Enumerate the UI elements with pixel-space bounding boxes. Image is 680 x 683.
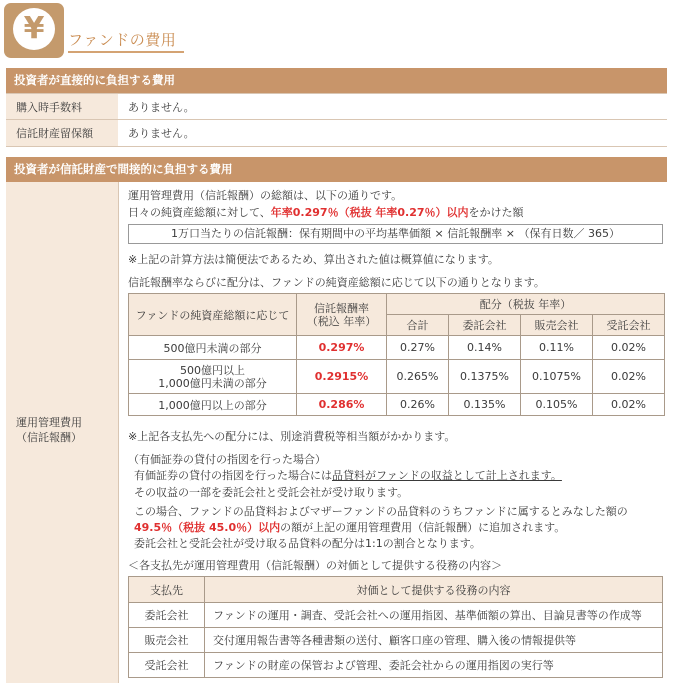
lending-heading: （有価証券の貸付の指図を行った場合） (128, 453, 326, 466)
note-approximation: ※上記の計算方法は簡便法であるため、算出された値は概算値になります。 (128, 253, 499, 266)
lending-post: の額が上記の運用管理費用（信託報酬）に追加されます。 (280, 521, 566, 534)
col-header-allocation: 配分（税抜 年率） (387, 294, 665, 315)
cell-assets: 500億円未満の部分 (129, 336, 297, 360)
section-heading-indirect: 投資者が信託財産で間接的に負担する費用 (6, 157, 667, 182)
cell-assets (129, 360, 297, 394)
cell-assets: 1,000億円以上の部分 (129, 394, 297, 416)
cell-total: 0.26% (387, 394, 449, 416)
col-header-mgmt: 委託会社 (449, 315, 521, 336)
services-table (128, 576, 663, 678)
cell-trust: 0.02% (593, 336, 665, 360)
cell-mgmt: 0.135% (449, 394, 521, 416)
cell-payee: 委託会社 (129, 603, 205, 628)
lending-underlined: 品貸料がファンドの収益として計上されます。 (332, 469, 562, 482)
row-value: ありません。 (128, 127, 195, 140)
fee-formula-box: 1万口当たりの信託報酬：保有期間中の平均基準価額 × 信託報酬率 × （保有日数／ 365） (128, 224, 663, 244)
table-row (129, 394, 665, 416)
cell-service: ファンドの運用・調査、受託会社への運用指図、基準価額の算出、目論見書等の作成等 (205, 603, 663, 628)
section-heading-direct: 投資者が直接的に負担する費用 (6, 68, 667, 93)
cell-rate: 0.286% (297, 394, 387, 416)
cell-mgmt: 0.14% (449, 336, 521, 360)
cell-dist: 0.11% (521, 336, 593, 360)
assets-line1: 500億円以上 (180, 363, 245, 377)
title-underline (68, 51, 184, 53)
col-header-trust: 受託会社 (593, 315, 665, 336)
col-header-rate (297, 294, 387, 336)
row-label-management-fee (6, 182, 118, 683)
row-purchase-fee (6, 93, 667, 120)
cell-dist: 0.105% (521, 394, 593, 416)
row-value: ありません。 (128, 100, 195, 114)
label-line-2: （信託報酬） (16, 431, 82, 444)
cell-service: 交付運用報告書等各種書類の送付、顧客口座の管理、購入後の情報提供等 (205, 628, 663, 653)
divider (118, 182, 119, 683)
fee-rate-highlight: 年率0.297％（税抜 年率0.27％）以内 (270, 206, 469, 219)
lending-text-4 (134, 519, 565, 535)
lending-text-3: この場合、ファンドの品貸料およびマザーファンドの品貸料のうちファンドに属するとみなした額の (134, 505, 628, 518)
cell-payee: 販売会社 (129, 628, 205, 653)
lending-rate-highlight: 49.5％（税抜 45.0％）以内 (134, 521, 281, 534)
rate-header-line2: （税込 年率） (306, 314, 377, 328)
assets-line2: 1,000億円未満の部分 (158, 376, 267, 390)
intro-text-1: 運用管理費用（信託報酬）の総額は、以下の通りです。 (128, 189, 403, 202)
cell-total: 0.27% (387, 336, 449, 360)
table-intro: 信託報酬率ならびに配分は、ファンドの純資産総額に応じて以下の通りとなります。 (128, 276, 545, 289)
lending-text-5: 委託会社と受託会社が受け取る品貸料の配分は1:1の割合となります。 (134, 537, 481, 550)
note-consumption-tax: ※上記各支払先への配分には、別途消費税等相当額がかかります。 (128, 430, 456, 443)
col-header-total: 合計 (387, 315, 449, 336)
table-row (129, 653, 663, 678)
intro-pre: 日々の純資産総額に対して、 (128, 206, 271, 219)
cell-service: ファンドの財産の保管および管理、委託会社からの運用指図の実行等 (205, 653, 663, 678)
col-header-service: 対価として提供する役務の内容 (205, 577, 663, 603)
page-title: ファンドの費用 (68, 31, 177, 49)
cell-trust: 0.02% (593, 360, 665, 394)
cell-total: 0.265% (387, 360, 449, 394)
row-label: 購入時手数料 (6, 94, 118, 119)
yen-icon: ¥ (13, 8, 55, 50)
cell-rate: 0.2915% (297, 360, 387, 394)
rate-header-line1: 信託報酬率 (314, 301, 369, 315)
cell-mgmt: 0.1375% (449, 360, 521, 394)
cell-rate: 0.297% (297, 336, 387, 360)
row-trust-retention (6, 120, 667, 147)
col-header-payee: 支払先 (129, 577, 205, 603)
row-label: 信託財産留保額 (6, 120, 118, 146)
lending-text-2: その収益の一部を委託会社と受託会社が受け取ります。 (134, 486, 409, 499)
cell-dist: 0.1075% (521, 360, 593, 394)
label-text (16, 415, 82, 445)
page-header (4, 3, 674, 61)
table-row (129, 628, 663, 653)
table-row (129, 603, 663, 628)
table-row (129, 360, 665, 394)
intro-text-2 (128, 204, 524, 220)
fee-allocation-table (128, 293, 665, 416)
lending-text-1 (134, 467, 562, 483)
yen-icon-box (4, 3, 64, 58)
label-line-1: 運用管理費用 (16, 416, 82, 429)
cell-trust: 0.02% (593, 394, 665, 416)
services-title: ＜各支払先が運用管理費用（信託報酬）の対価として提供する役務の内容＞ (128, 559, 502, 572)
col-header-dist: 販売会社 (521, 315, 593, 336)
cell-payee: 受託会社 (129, 653, 205, 678)
lending-pre: 有価証券の貸付の指図を行った場合には (134, 469, 332, 482)
col-header-assets: ファンドの純資産総額に応じて (129, 294, 297, 336)
intro-post: をかけた額 (468, 206, 524, 219)
table-row (129, 336, 665, 360)
